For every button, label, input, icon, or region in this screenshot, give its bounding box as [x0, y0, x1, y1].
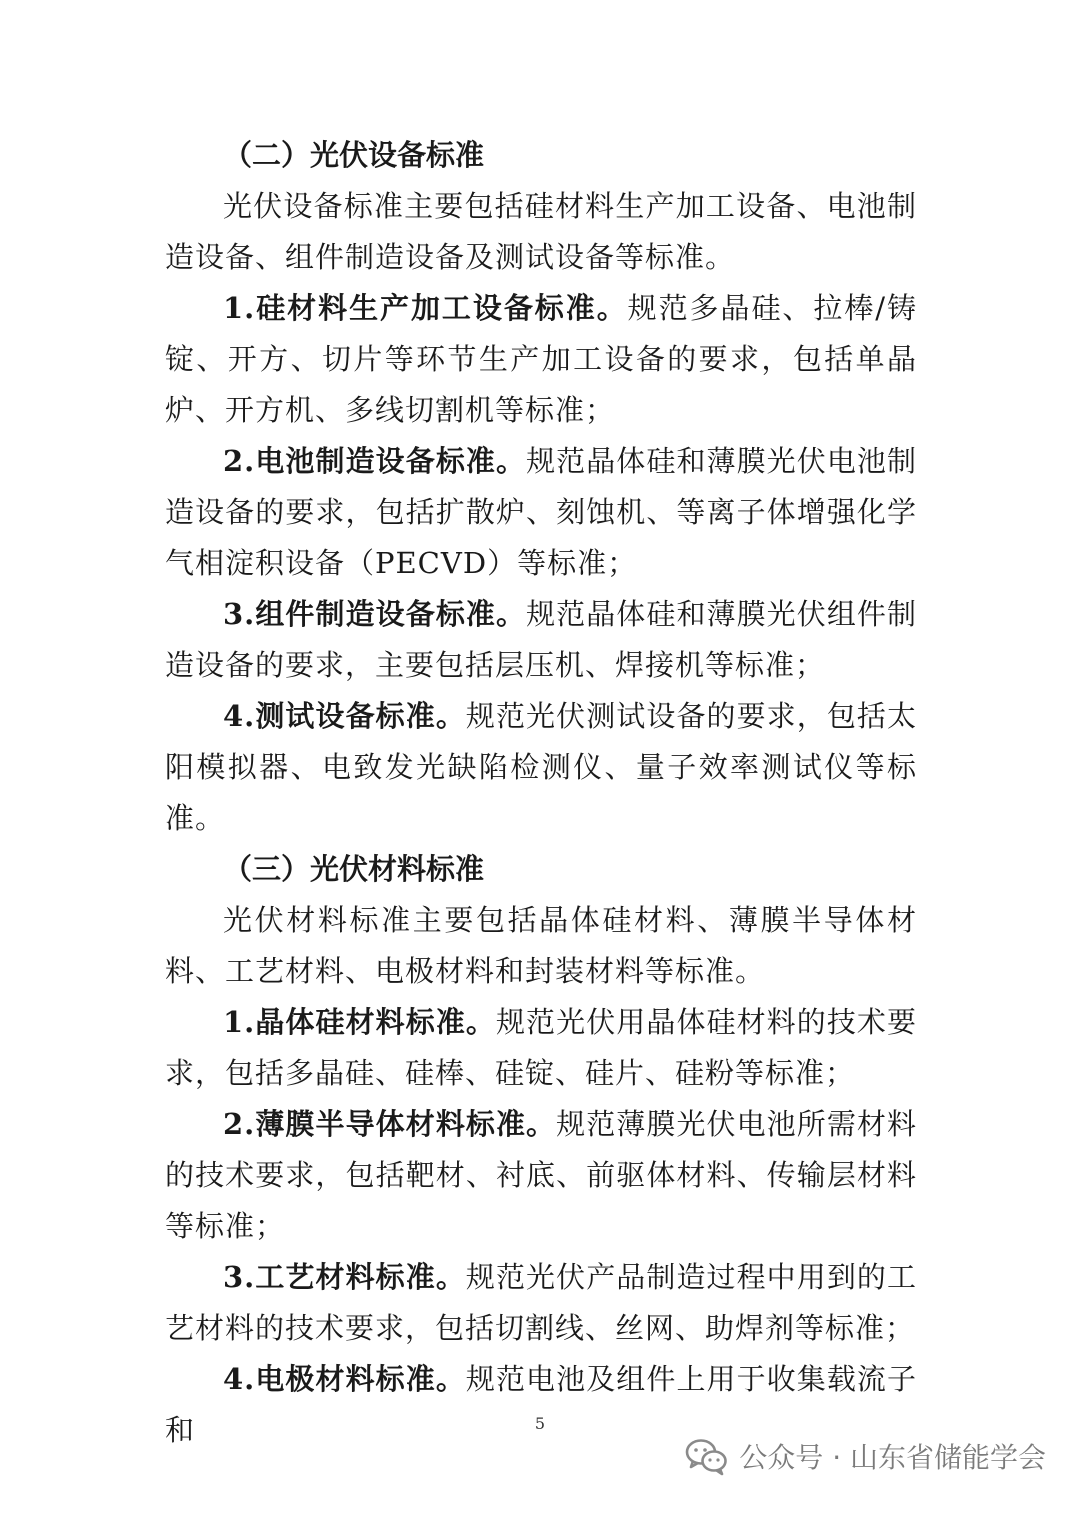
paragraph-lead: 4.电极材料标准。 — [223, 1362, 466, 1396]
section-heading: （二）光伏设备标准 — [223, 138, 485, 172]
watermark-text: 公众号 · 山东省储能学会 — [739, 1441, 1046, 1474]
paragraph-text: 规范光伏产品制造过程中用到的工艺材料的技术要求，包括切割线、丝网、助焊剂等标准； — [165, 1260, 917, 1345]
paragraph — [165, 691, 917, 844]
paragraph — [165, 283, 917, 436]
paragraph — [165, 589, 917, 691]
section-heading: （三）光伏材料标准 — [223, 852, 485, 886]
paragraph — [165, 997, 917, 1099]
paragraph-text: 规范薄膜光伏电池所需材料的技术要求，包括靶材、衬底、前驱体材料、传输层材料等标准； — [165, 1107, 917, 1243]
paragraph-lead: 2.电池制造设备标准。 — [223, 444, 527, 478]
page-number: 5 — [534, 1414, 546, 1433]
paragraph-lead: 3.工艺材料标准。 — [223, 1260, 466, 1294]
paragraph-text: 光伏材料标准主要包括晶体硅材料、薄膜半导体材料、工艺材料、电极材料和封装材料等标准。 — [165, 903, 917, 988]
paragraph — [165, 436, 917, 589]
watermark — [683, 1434, 1046, 1478]
paragraph-text: 规范电池及组件上用于收集载流子和 — [165, 1362, 917, 1447]
wechat-icon — [683, 1436, 729, 1476]
paragraph — [165, 1099, 917, 1252]
paragraph-text: 光伏设备标准主要包括硅材料生产加工设备、电池制造设备、组件制造设备及测试设备等标准。 — [165, 189, 917, 274]
paragraph — [165, 895, 917, 997]
paragraph-text: 规范晶体硅和薄膜光伏组件制造设备的要求，主要包括层压机、焊接机等标准； — [165, 597, 917, 682]
document-body — [165, 130, 917, 1456]
paragraph-text: 规范晶体硅和薄膜光伏电池制造设备的要求，包括扩散炉、刻蚀机、等离子体增强化学气相淀积设备（PECVD）等标准； — [165, 444, 917, 580]
paragraph — [165, 181, 917, 283]
paragraph-lead: 1.晶体硅材料标准。 — [223, 1005, 496, 1039]
paragraph-text: 规范光伏测试设备的要求，包括太阳模拟器、电致发光缺陷检测仪、量子效率测试仪等标准。 — [165, 699, 917, 835]
paragraph-text: 规范多晶硅、拉棒/铸锭、开方、切片等环节生产加工设备的要求，包括单晶炉、开方机、多线切割机等标准； — [165, 291, 917, 427]
paragraph-text: 规范光伏用晶体硅材料的技术要求，包括多晶硅、硅棒、硅锭、硅片、硅粉等标准； — [165, 1005, 917, 1090]
paragraph-lead: 1.硅材料生产加工设备标准。 — [223, 291, 628, 325]
paragraph-lead: 4.测试设备标准。 — [223, 699, 466, 733]
paragraph — [165, 1252, 917, 1354]
paragraph-lead: 3.组件制造设备标准。 — [223, 597, 527, 631]
paragraph-lead: 2.薄膜半导体材料标准。 — [223, 1107, 557, 1141]
